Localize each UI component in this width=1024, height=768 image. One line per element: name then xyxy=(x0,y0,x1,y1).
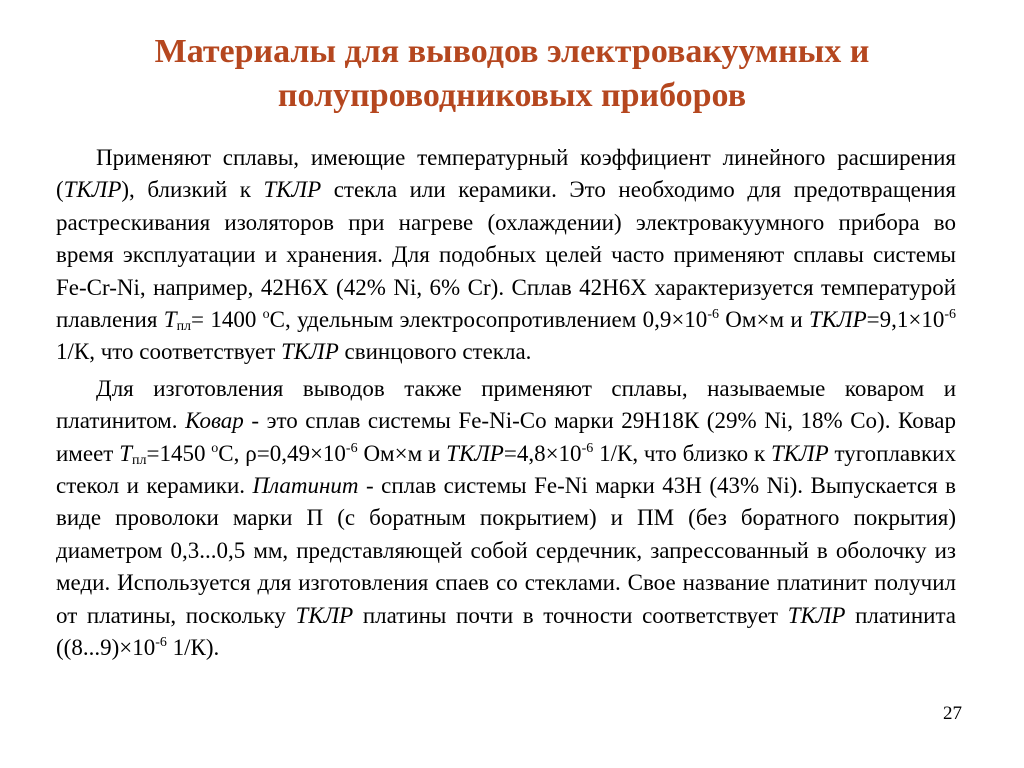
paragraph-2 xyxy=(56,373,956,665)
p1-text: = 1400 xyxy=(191,307,263,333)
p2-text: 1/К). xyxy=(166,635,220,661)
tklr-term: ТКЛР xyxy=(295,602,354,628)
p2-text: С, ρ=0,49×10 xyxy=(218,440,346,466)
title-line-2: полупроводниковых приборов xyxy=(277,77,747,114)
t-subscript: пл xyxy=(131,452,147,468)
p2-text: платины почти в точности соответствует xyxy=(353,602,788,628)
exponent: -6 xyxy=(345,440,358,456)
page-number: 27 xyxy=(943,703,962,724)
p1-text: стекла или керамики. Это необходимо для предотвращения растрескивания изоляторов при нагреве (охлаждении) электровакуумного прибора во время эксплуатации и хранения. Для подобных целей часто применяют сплавы системы Fe-Cr-Ni, например, 42Н6Х (42% Ni, 6% Cr). Сплав 42Н6Х характеризуется температурой плавления xyxy=(56,177,956,333)
tklr-term: ТКЛР xyxy=(770,440,829,466)
p1-text: 1/К, что соответствует xyxy=(56,339,282,365)
p2-text: - это сплав системы Fe-Ni-Co марки 29Н18К (29% Ni, 18% Co). Ковар имеет xyxy=(56,408,956,466)
tklr-term: ТКЛР xyxy=(787,602,846,628)
p2-text: платинита ((8...9)×10 xyxy=(56,602,956,661)
p2-text: Для изготовления выводов также применяют сплавы, называемые коваром и платинитом. xyxy=(56,375,956,434)
p1-text: свинцового стекла. xyxy=(338,339,532,365)
platinit-term: Платинит xyxy=(252,473,359,499)
tklr-term: ТКЛР xyxy=(808,307,867,333)
exponent: -6 xyxy=(155,635,167,651)
p1-text: =9,1×10 xyxy=(866,307,945,333)
t-subscript: пл xyxy=(176,319,192,335)
exponent: -6 xyxy=(581,440,594,456)
p2-text: =4,8×10 xyxy=(503,440,582,466)
t-symbol: Т xyxy=(163,307,177,333)
tklr-term: ТКЛР xyxy=(63,177,122,203)
p2-text: =1450 xyxy=(146,440,212,466)
degree-sup: o xyxy=(211,440,219,456)
t-symbol: Т xyxy=(119,440,132,466)
p2-text: Ом×м и xyxy=(357,440,447,466)
tklr-term: ТКЛР xyxy=(263,177,322,203)
exponent: -6 xyxy=(944,307,957,323)
tklr-term: ТКЛР xyxy=(281,339,339,365)
degree-sup: o xyxy=(262,307,270,323)
paragraph-1 xyxy=(56,142,956,369)
slide-title xyxy=(60,30,964,118)
p2-text: - сплав системы Fe-Ni марки 43Н (43% Ni). Выпускается в виде проволоки марки П (с боратным покрытием) и ПМ (без боратного покрытия) диаметром 0,3...0,5 мм, представляющей собой сердечник, запрессованный в оболочку из меди. Используется для изготовления спаев со стеклами. Свое название платинит получил от платины, поскольку xyxy=(56,473,956,628)
title-line-1: Материалы для выводов электровакуумных и xyxy=(154,33,870,70)
p1-text: С, удельным электросопротивлением 0,9×10 xyxy=(269,307,708,333)
slide-body xyxy=(56,142,956,669)
p2-text: тугоплавких стекол и керамики. xyxy=(56,440,956,499)
p1-text: Применяют сплавы, имеющие температурный коэффициент линейного расширения ( xyxy=(56,145,956,203)
p2-text: 1/К, что близко к xyxy=(593,440,771,466)
exponent: -6 xyxy=(707,307,719,323)
p1-text: ), близкий к xyxy=(121,177,264,203)
tklr-term: ТКЛР xyxy=(446,440,504,466)
kovar-term: Ковар xyxy=(185,408,244,434)
p1-text: Ом×м и xyxy=(718,307,809,333)
